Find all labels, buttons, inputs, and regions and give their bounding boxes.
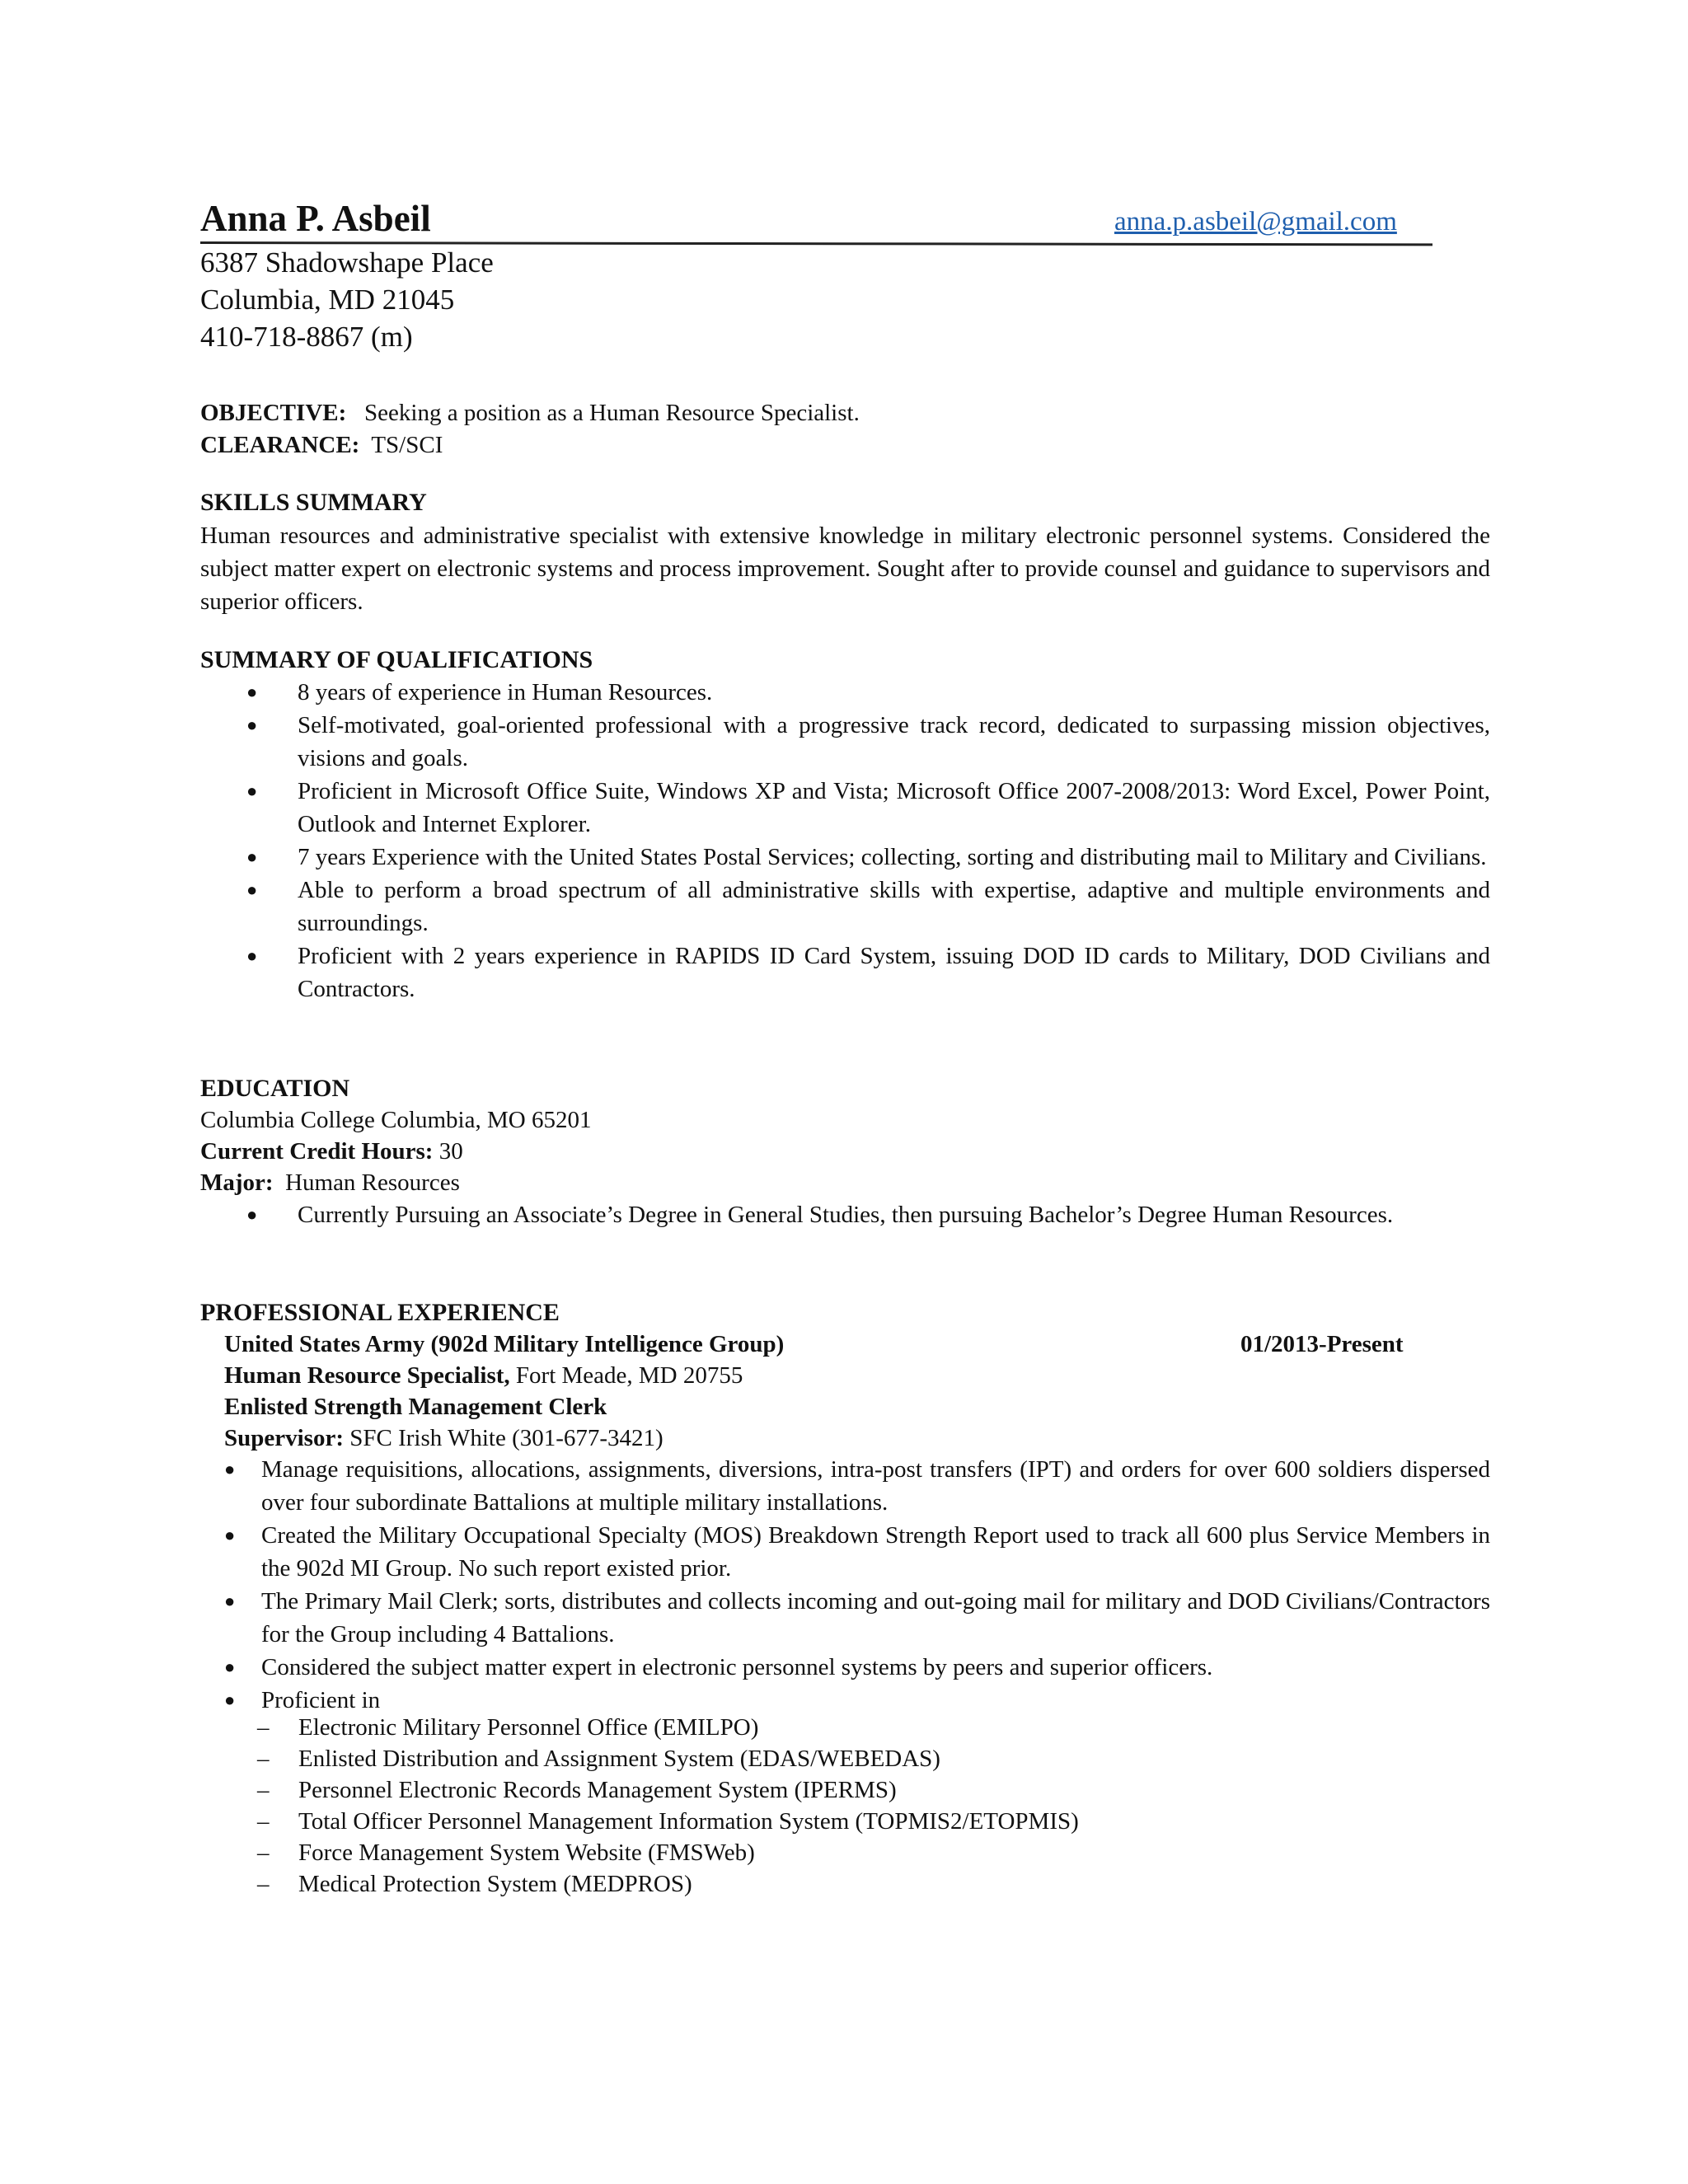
list-item: ● Currently Pursuing an Associate’s Degree in General Studies, then pursuing Bachelor’s Degree Human Resources.	[200, 1198, 1441, 1231]
dash-icon: –	[257, 1808, 270, 1835]
clearance-label: CLEARANCE:	[200, 432, 360, 458]
bullet-icon: ●	[224, 1459, 236, 1479]
employment-dates: 01/2013-Present	[1240, 1331, 1404, 1357]
email-link[interactable]: anna.p.asbeil@gmail.com	[1114, 207, 1397, 237]
bullet-icon: ●	[246, 780, 258, 801]
job-location: Fort Meade, MD 20755	[515, 1362, 743, 1389]
list-item: ● Considered the subject matter expert in electronic personnel systems by peers and superior officers.	[224, 1651, 1490, 1684]
dash-icon: –	[257, 1840, 270, 1866]
bullet-icon: ●	[246, 879, 258, 900]
bullet-icon: ●	[246, 682, 258, 702]
skills-summary-heading: SKILLS SUMMARY	[200, 489, 427, 516]
major-value: Human Resources	[285, 1169, 460, 1196]
dash-icon: –	[257, 1871, 270, 1897]
credit-hours-line	[200, 1135, 463, 1168]
dash-icon: –	[257, 1714, 270, 1741]
supervisor-line	[224, 1422, 663, 1455]
bullet-icon: ●	[246, 945, 258, 966]
list-item: – Electronic Military Personnel Office (EMILPO)	[224, 1712, 1378, 1743]
candidate-name: Anna P. Asbeil	[200, 198, 431, 239]
objective-label: OBJECTIVE:	[200, 400, 347, 426]
list-item: – Enlisted Distribution and Assignment System (EDAS/WEBEDAS)	[224, 1743, 1378, 1774]
address-city: Columbia, MD 21045	[200, 284, 455, 316]
list-item: ● Self-motivated, goal-oriented professional with a progressive track record, dedicated to surpassing mission objectives, visions and goals.	[200, 709, 1490, 775]
clearance-text: TS/SCI	[371, 432, 443, 458]
bullet-icon: ●	[246, 1204, 258, 1225]
credit-hours-label: Current Credit Hours:	[200, 1138, 434, 1165]
job-role: Enlisted Strength Management Clerk	[224, 1394, 607, 1420]
dash-icon: –	[257, 1777, 270, 1803]
experience-heading: PROFESSIONAL EXPERIENCE	[200, 1299, 560, 1326]
skills-summary-text: Human resources and administrative specialist with extensive knowledge in military electronic personnel systems. Considered the subject matter expert on electronic systems and process improvement. Sought after to provide counsel and guidance to supervisors and superior officers.	[200, 523, 1490, 615]
list-item: ● Proficient in Microsoft Office Suite, Windows XP and Vista; Microsoft Office 2007-2008/2013: Word Excel, Power Point, Outlook and Internet Explorer.	[200, 775, 1490, 841]
list-item: – Medical Protection System (MEDPROS)	[224, 1868, 1378, 1900]
employer-name: United States Army (902d Military Intelligence Group)	[224, 1331, 785, 1357]
education-list	[200, 1198, 1441, 1231]
bullet-icon: ●	[224, 1690, 236, 1710]
credit-hours-value: 30	[438, 1138, 463, 1165]
list-item: – Total Officer Personnel Management Information System (TOPMIS2/ETOPMIS)	[224, 1806, 1378, 1837]
bullet-icon: ●	[246, 715, 258, 735]
list-item: ● 8 years of experience in Human Resources.	[200, 676, 1490, 709]
bullet-icon: ●	[224, 1591, 236, 1611]
school-line: Columbia College Columbia, MO 65201	[200, 1107, 592, 1133]
list-item: ● 7 years Experience with the United States Postal Services; collecting, sorting and distributing mail to Military and Civilians.	[200, 841, 1490, 874]
dash-icon: –	[257, 1746, 270, 1772]
clearance-line	[200, 429, 443, 462]
list-item: ● Able to perform a broad spectrum of all administrative skills with expertise, adaptive and multiple environments and surroundings.	[200, 874, 1490, 940]
job-title-line	[224, 1359, 743, 1392]
major-line	[200, 1166, 460, 1199]
list-item: – Personnel Electronic Records Management System (IPERMS)	[224, 1774, 1378, 1806]
contact-address	[200, 244, 494, 355]
list-item: ● Created the Military Occupational Specialty (MOS) Breakdown Strength Report used to track all 600 plus Service Members in the 902d MI Group. No such report existed prior.	[224, 1519, 1490, 1585]
supervisor-value: SFC Irish White (301-677-3421)	[349, 1425, 663, 1451]
bullet-icon: ●	[246, 846, 258, 867]
address-street: 6387 Shadowshape Place	[200, 246, 494, 279]
list-item: ● The Primary Mail Clerk; sorts, distributes and collects incoming and out-going mail for military and DOD Civilians/Contractors for the Group including 4 Battalions.	[224, 1585, 1490, 1651]
objective-line	[200, 396, 860, 429]
education-heading: EDUCATION	[200, 1075, 350, 1102]
list-item: ● Manage requisitions, allocations, assignments, diversions, intra-post transfers (IPT) and orders for over 600 soldiers dispersed over four subordinate Battalions at multiple military installations.	[224, 1453, 1490, 1519]
bullet-icon: ●	[224, 1657, 236, 1677]
bullet-icon: ●	[224, 1525, 236, 1545]
list-item: ● Proficient with 2 years experience in RAPIDS ID Card System, issuing DOD ID cards to Military, DOD Civilians and Contractors.	[200, 940, 1490, 1005]
job-title: Human Resource Specialist,	[224, 1362, 510, 1389]
major-label: Major:	[200, 1169, 274, 1196]
qualifications-heading: SUMMARY OF QUALIFICATIONS	[200, 646, 593, 673]
list-item: ● Proficient in	[224, 1684, 1490, 1717]
qualifications-list	[200, 676, 1490, 1005]
supervisor-label: Supervisor:	[224, 1425, 344, 1451]
systems-list	[224, 1712, 1378, 1900]
objective-text: Seeking a position as a Human Resource Specialist.	[364, 400, 860, 426]
phone-number: 410-718-8867 (m)	[200, 321, 413, 353]
list-item: – Force Management System Website (FMSWeb)	[224, 1837, 1378, 1868]
experience-list	[224, 1453, 1490, 1717]
